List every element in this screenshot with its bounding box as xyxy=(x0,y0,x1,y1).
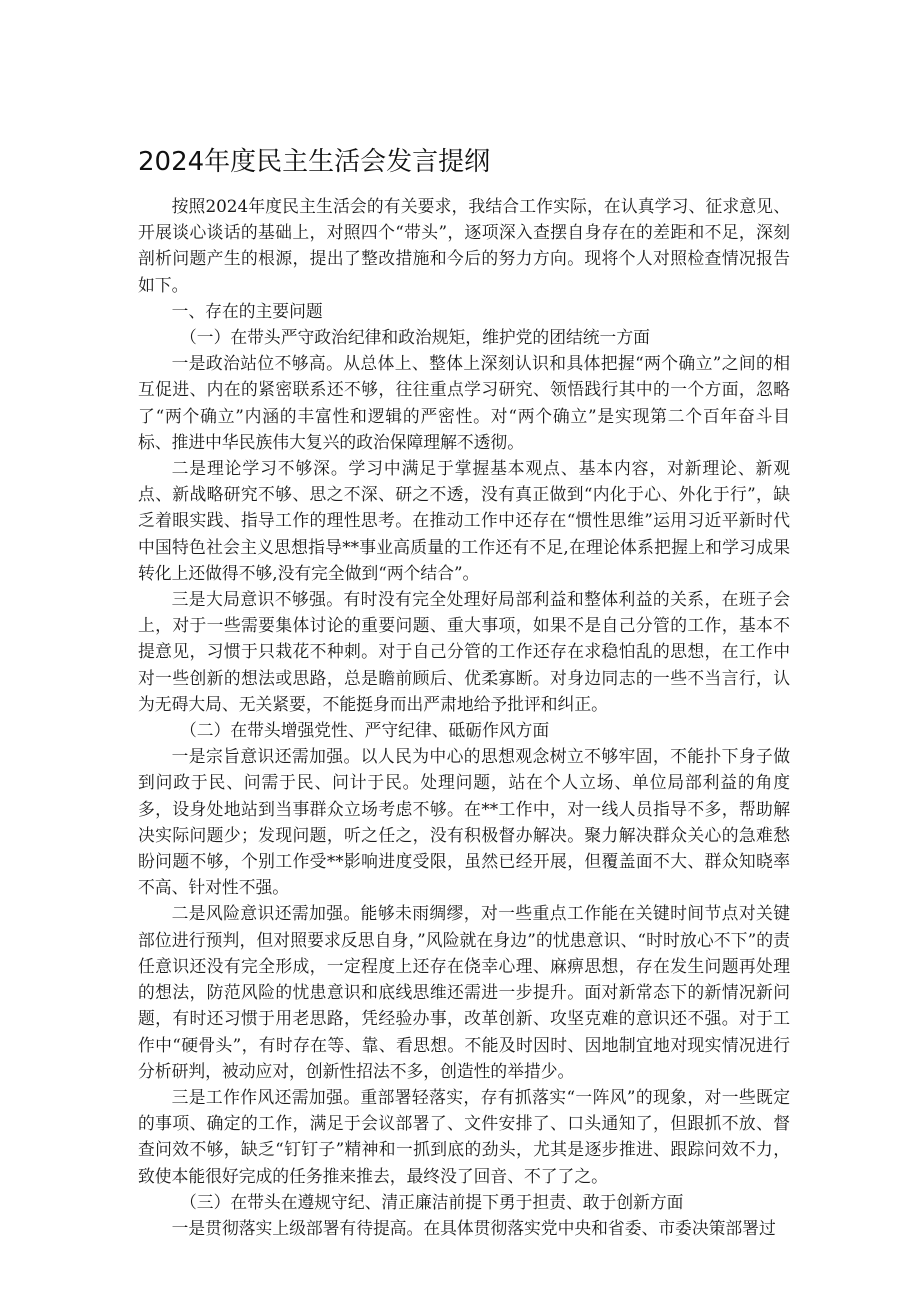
section-heading-main-problems: 一、存在的主要问题 xyxy=(171,300,323,321)
subsection-heading-2: （二）在带头增强党性、严守纪律、砥砺作风方面 xyxy=(180,720,550,741)
subsection-heading-3: （三）在带头在遵规守纪、清正廉洁前提下勇于担责、敢于创新方面 xyxy=(180,1191,684,1212)
paragraph-risk-awareness: 二是风险意识还需加强。能够未雨绸缪，对一些重点工作能在关键时间节点对关键部位进行预判，但对照要求反思自身，”风险就在身边”的忧患意识、“时时放心不下”的责任意识还没有完全形成，一定程度上还存在侥幸心理、麻痹思想，存在发生问题再处理的想法，防范风险的忧患意识和底线思维还需进一步提升。面对新常态下的新情况新问题，有时还习惯于用老思路，凭经验办事，改革创新、攻坚克难的意识还不强。对于工作中“硬骨头”，有时存在等、靠、看思想。不能及时因时、因地制宜地对现实情况进行分析研判，被动应对，创新性招法不多，创造性的举措少。 xyxy=(138,903,790,1081)
document-title: 2024年度民主生活会发言提纲 xyxy=(138,147,491,177)
paragraph-political-stance: 一是政治站位不够高。从总体上、整体上深刻认识和具体把握“两个确立”之间的相互促进、内在的紧密联系还不够，往往重点学习研究、领悟践行其中的一个方面，忽略了“两个确立”内涵的丰富性和逻辑的严密性。对“两个确立”是实现第二个百年奋斗目标、推进中华民族伟大复兴的政治保障理解不透彻。 xyxy=(138,353,790,452)
paragraph-implementation: 一是贯彻落实上级部署有待提高。在具体贯彻落实党中央和省委、市委决策部署过 xyxy=(171,1217,776,1238)
document-body xyxy=(138,193,790,1241)
paragraph-theory-study: 二是理论学习不够深。学习中满足于掌握基本观点、基本内容，对新理论、新观点、新战略研究不够、思之不深、研之不透，没有真正做到“内化于心、外化于行”，缺乏着眼实践、指导工作的理性思考。在推动工作中还存在“惯性思维”运用习近平新时代中国特色社会主义思想指导**事业高质量的工作还有不足,在理论体系把握上和学习成果转化上还做得不够,没有完全做到“两个结合”。 xyxy=(138,458,790,583)
intro-paragraph: 按照2024年度民主生活会的有关要求，我结合工作实际，在认真学习、征求意见、开展谈心谈话的基础上，对照四个“带头”，逐项深入查摆自身存在的差距和不足，深刻剖析问题产生的根源，提出了整改措施和今后的努力方向。现将个人对照检查情况报告如下。 xyxy=(138,196,790,295)
paragraph-overall-awareness: 三是大局意识不够强。有时没有完全处理好局部利益和整体利益的关系，在班子会上，对于一些需要集体讨论的重要问题、重大事项，如果不是自己分管的工作，基本不提意见，习惯于只栽花不种刺。对于自己分管的工作还存在求稳怕乱的思想，在工作中对一些创新的想法或思路，总是瞻前顾后、优柔寡断。对身边同志的一些不当言行，认为无碍大局、无关紧要，不能挺身而出严肃地给予批评和纠正。 xyxy=(138,589,790,714)
subsection-heading-1: （一）在带头严守政治纪律和政治规矩，维护党的团结统一方面 xyxy=(180,327,650,348)
paragraph-work-style: 三是工作作风还需加强。重部署轻落实，存有抓落实“一阵风”的现象，对一些既定的事项、确定的工作，满足于会议部署了、文件安排了、口头通知了，但跟抓不放、督查问效不够，缺乏“钉钉子”精神和一抓到底的劲头，尤其是逐步推进、跟踪问效不力，致使本能很好完成的任务推来推去，最终没了回音、不了了之。 xyxy=(138,1086,790,1186)
paragraph-purpose-awareness: 一是宗旨意识还需加强。以人民为中心的思想观念树立不够牢固，不能扑下身子做到问政于民、问需于民、问计于民。处理问题，站在个人立场、单位局部利益的角度多，设身处地站到当事群众立场考虑不够。在**工作中，对一线人员指导不多，帮助解决实际问题少；发现问题，听之任之，没有积极督办解决。聚力解决群众关心的急难愁盼问题不够，个别工作受**影响进度受限，虽然已经开展，但覆盖面不大、群众知晓率不高、针对性不强。 xyxy=(138,746,790,898)
